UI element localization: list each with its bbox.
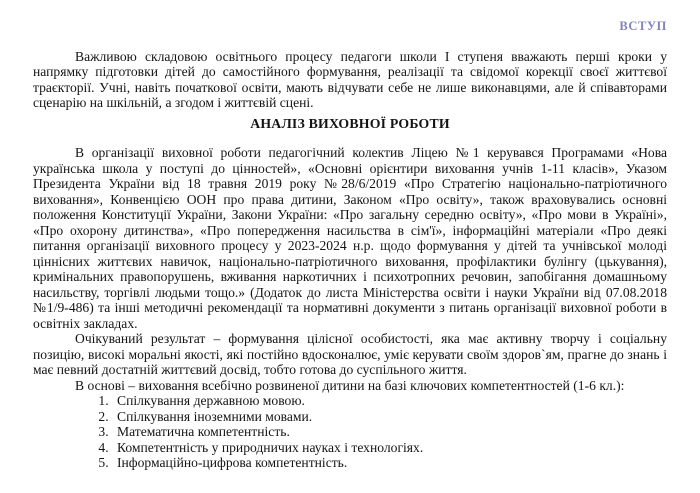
paragraph-core-competencies: В основі – виховання всебічно розвиненої дитини на базі ключових компетентностей (1-6 кл.): — [75, 377, 625, 393]
list-item: 5. Інформаційно-цифрова компетентність. — [112, 455, 667, 471]
corner-label: ВСТУП — [619, 19, 667, 33]
list-item: 3. Математична компетентність. — [112, 424, 667, 440]
intro-paragraph: Важливою складовою освітнього процесу педагоги школи І ступеня вважають перші кроки у напрямку підготовки дітей до самостійного формування, реалізації та свідомої корекції своєї життєвої траєкторії. Учні, навіть початкової освіти, мають відчувати себе не лише виконавцями, але й співавторами сценарію на шкільній, а згодом і життєвій сцені. — [33, 48, 667, 110]
paragraph-expected-result: Очікуваний результат – формування цілісної особистості, яка має активну творчу і соціальну позицію, високі моральні якості, які постійно вдосконалює, уміє керувати своїм здоров`ям, прагне до знань і має певний достатній життєвий досвід, тобто готова до суспільного життя. — [33, 331, 667, 377]
paragraph-legal-basis: В організації виховної роботи педагогічний колектив Ліцею №1 керувався Програмами «Нова українська школа у поступі до цінностей», «Основні орієнтири виховання учнів 1-11 класів», Указом Президента України від 18 травня 2019 року №28/6/2019 «Про Стратегію національно-патріотичного виховання», Конвенцією ООН про права дитини, Законом «Про освіту», також враховувались основні положення Конституції України, Закони України: «Про загальну середню освіту», «Про мови в Україні», «Про охорону дитинства», «Про попередження насильства в сім'ї», інформаційні матеріали «Про деякі питання організації виховного процесу у 2023-2024 н.р. щодо формування у дітей та учнівської молоді ціннісних життєвих навичок, національно-патріотичного виховання, профілактики булінгу (цькування), кримінальних правопорушень, вживання наркотичних і психотропних речовин, запобігання домашньому насильству, торгівлі людьми тощо.» (Додаток до листа Міністерства освіти і науки України від 07.08.2018 №1/9-486) та інші методичні рекомендації та нормативні документи з питань організації виховної роботи в освітніх закладах. — [33, 145, 667, 331]
section-heading: АНАЛІЗ ВИХОВНОЇ РОБОТИ — [250, 115, 450, 131]
list-item: 1. Спілкування державною мовою. — [112, 393, 667, 409]
competency-list — [33, 393, 667, 471]
list-item: 4. Компетентність у природничих науках і технологіях. — [112, 440, 667, 456]
list-item: 2. Спілкування іноземними мовами. — [112, 409, 667, 425]
